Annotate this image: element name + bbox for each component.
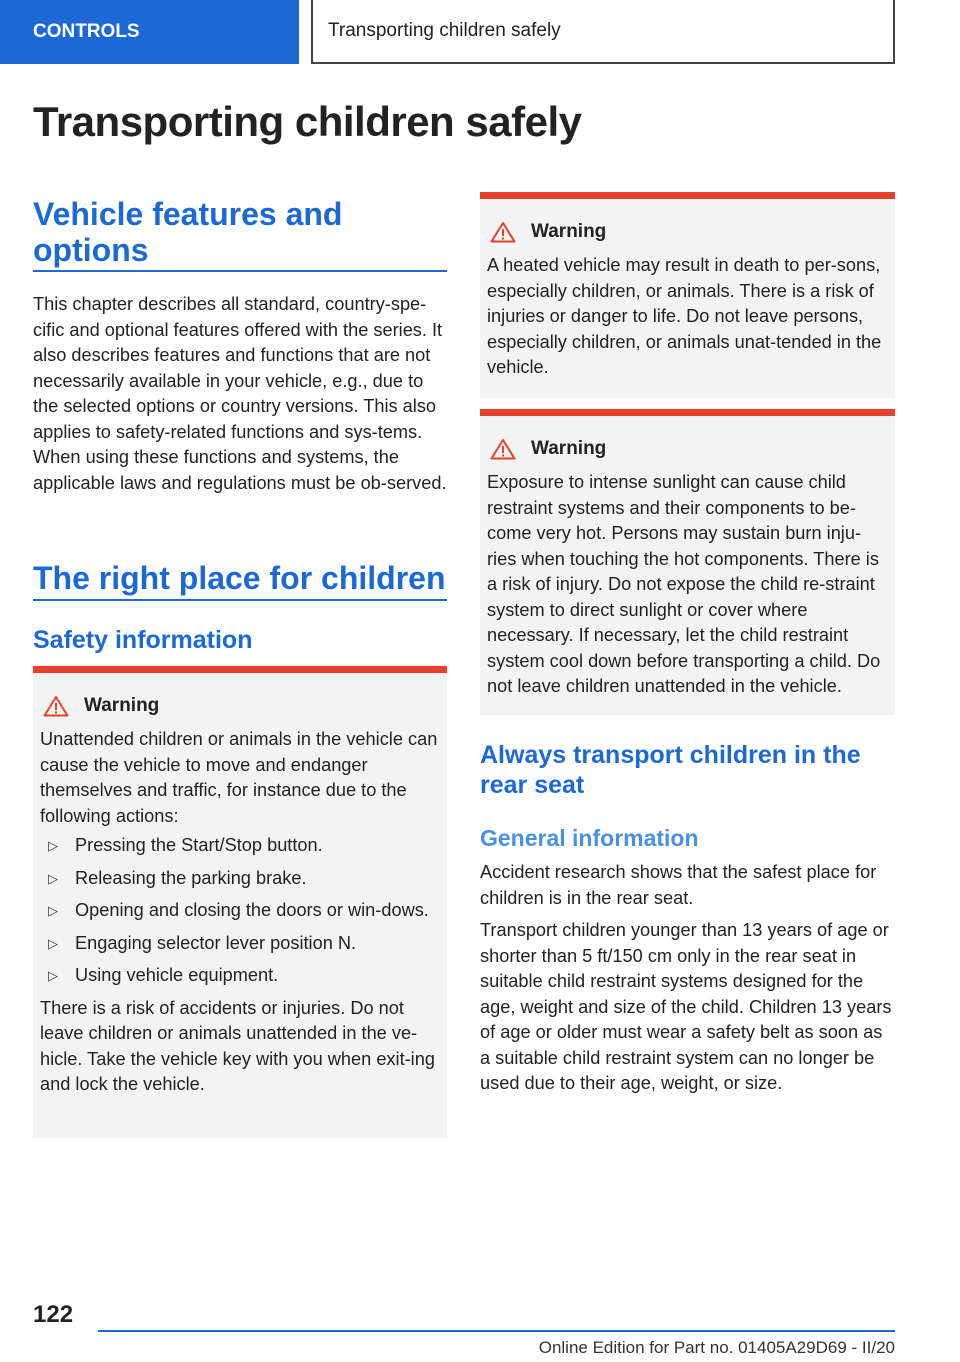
warning-title-text: Warning (84, 695, 160, 716)
list-item: ▷ Opening and closing the doors or win-dows. (40, 898, 439, 924)
warning-title-text: Warning (531, 221, 607, 242)
warning-outro: There is a risk of accidents or injuries. Do not leave children or animals unattended in the ve-hicle. Take the vehicle key with you when exit-ing and lock the vehicle. (40, 997, 435, 1094)
warning-box (480, 409, 895, 715)
general-paragraph-1: Accident research shows that the safest place for children is in the rear seat. (480, 862, 877, 908)
list-item: ▷ Using vehicle equipment. (40, 963, 439, 989)
warning-title-text: Warning (531, 438, 607, 459)
heading-rule (33, 599, 447, 601)
warning-box (33, 666, 447, 1138)
warning-title (487, 221, 887, 243)
triangle-bullet-icon: ▷ (48, 870, 58, 886)
triangle-bullet-icon: ▷ (48, 935, 58, 951)
page-title: Transporting children safely (33, 98, 582, 145)
list-item: ▷ Pressing the Start/Stop button. (40, 833, 439, 859)
warning-triangle-icon (490, 438, 516, 460)
heading-safety-info: Safety information (33, 626, 253, 654)
heading-right-place: The right place for children (33, 560, 446, 596)
heading-general-info: General information (480, 825, 699, 851)
section-label: CONTROLS (33, 21, 140, 42)
chapter-header (311, 0, 895, 64)
chapter-label: Transporting children safely (328, 20, 561, 41)
warning-text: A heated vehicle may result in death to per-sons, especially children, or animals. There is a risk of injuries or danger to life. Do not leave persons, especially children, or animals unat-tended in the vehicle. (487, 255, 882, 377)
features-paragraph: This chapter describes all standard, country-spe-cific and optional features offered with the series. It also describes features and functions that are not necessarily available in your vehicle, e.g., due to the selected options or country versions. This also applies to safety-related functions and sys-tems. When using these functions and systems, the applicable laws and regulations must be ob-served. (33, 294, 447, 493)
section-tab (0, 0, 299, 64)
list-item: ▷ Releasing the parking brake. (40, 866, 439, 892)
triangle-bullet-icon: ▷ (48, 838, 58, 853)
triangle-bullet-icon: ▷ (48, 968, 58, 983)
heading-vehicle-features: Vehicle features and options (33, 196, 343, 268)
warning-triangle-icon (43, 695, 69, 717)
triangle-bullet-icon: ▷ (48, 903, 58, 918)
warning-action-list (40, 833, 439, 989)
warning-title (487, 438, 887, 460)
warning-triangle-icon (490, 221, 516, 243)
page-number: 122 (33, 1301, 74, 1328)
list-item: ▷ Engaging selector lever position N. (40, 931, 439, 957)
heading-rear-seat: Always transport children in the rear seat (480, 741, 861, 799)
heading-rule (33, 270, 447, 272)
warning-intro: Unattended children or animals in the vehicle can cause the vehicle to move and endanger themselves and traffic, for instance due to the following actions: (40, 729, 438, 826)
general-paragraph-2: Transport children younger than 13 years of age or shorter than 5 ft/150 cm only in the rear seat in suitable child restraint systems designed for the age, weight and size of the child. Children 13 years of age or older must wear a safety belt as soon as a suitable child restraint system can no longer be used due to their age, weight, or size. (480, 920, 892, 1093)
edition-note: Online Edition for Part no. 01405A29D69 - II/20 (538, 1338, 895, 1357)
footer-rule (98, 1330, 895, 1332)
warning-text: Exposure to intense sunlight can cause child restraint systems and their components to be-come very hot. Persons may sustain burn inju-ries when touching the hot components. There is a risk of injury. Do not expose the child re-straint system to direct sunlight or cover where necessary. If necessary, let the child restraint system cool down before transporting a child. Do not leave children unattended in the vehicle. (487, 472, 881, 696)
warning-title (40, 695, 439, 717)
warning-box (480, 192, 895, 398)
